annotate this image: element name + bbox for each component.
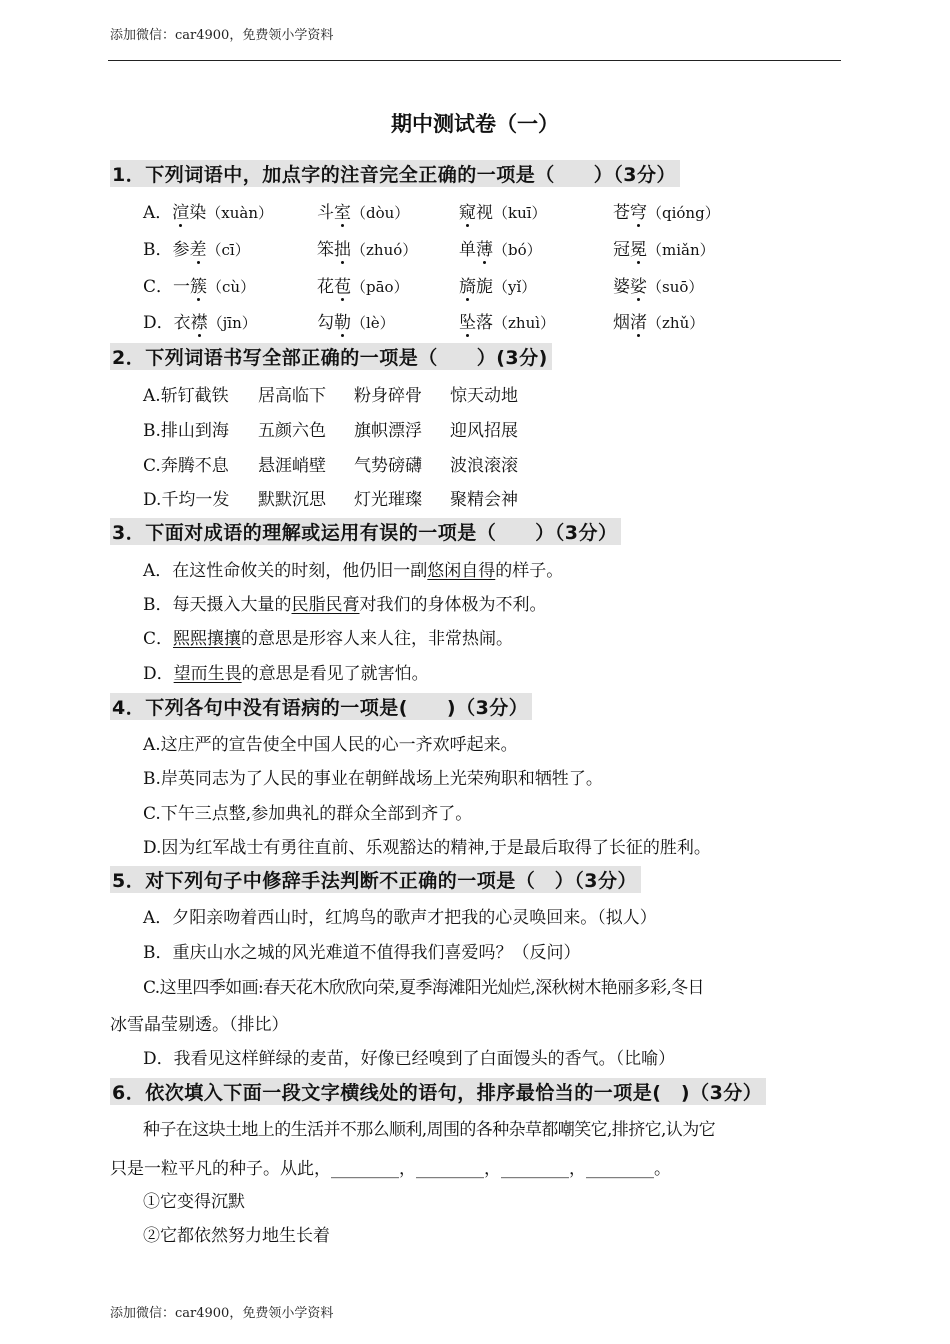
pinyin: （dòu） — [351, 204, 410, 222]
option-label: C． — [143, 277, 174, 297]
word: 灯光璀璨 — [354, 490, 422, 510]
question-4-option-c: C.下午三点整,参加典礼的群众全部到齐了。 — [143, 804, 473, 824]
question-5-option-c-line2: 冰雪晶莹剔透。（排比） — [110, 1015, 289, 1035]
question-2-option-a-word-2 — [258, 381, 326, 406]
pinyin: （xuàn） — [206, 204, 274, 222]
word-part: 苍 — [613, 203, 630, 223]
question-1-option-d-word-2 — [317, 308, 395, 333]
question-6-item-2: ②它都依然努力地生长着 — [143, 1226, 330, 1246]
word: 奔腾不息 — [160, 456, 229, 476]
question-5-option-d: D．我看见这样鲜绿的麦苗，好像已经嗅到了白面馒头的香气。（比喻） — [143, 1049, 676, 1069]
pinyin: （cù） — [207, 278, 256, 296]
word-part: 落 — [476, 313, 493, 333]
dotted-character: 渚 — [630, 308, 647, 333]
question-2-option-c-word-2 — [258, 451, 326, 476]
pinyin: （yǐ） — [493, 278, 537, 296]
question-3-option-a: A．在这性命攸关的时刻，他仍旧一副悠闲自得的样子。 — [143, 561, 564, 581]
dotted-character: 差 — [190, 235, 207, 260]
question-2-stem: 2．下列词语书写全部正确的一项是（ ）(3分) — [110, 343, 552, 370]
question-2-option-b-word-4 — [450, 416, 518, 441]
underlined-idiom: 悠闲自得 — [427, 561, 496, 581]
question-4-option-b: B.岸英同志为了人民的事业在朝鲜战场上光荣殉职和牺牲了。 — [143, 769, 603, 789]
question-2-option-d-word-2 — [258, 485, 326, 510]
dotted-character: 襟 — [191, 308, 208, 333]
word-part: 烟 — [613, 313, 630, 333]
question-3-option-c: C．熙熙攘攘的意思是形容人来人往，非常热闹。 — [143, 629, 514, 649]
question-2-option-a-word-3 — [354, 381, 422, 406]
option-label: C. — [143, 456, 161, 476]
pinyin: （bó） — [493, 241, 542, 259]
question-2-option-d-word-3 — [354, 485, 422, 510]
question-1-option-c-word-1 — [143, 272, 255, 297]
dotted-character: 旖 — [459, 272, 476, 297]
question-5-option-c-line1: C.这里四季如画:春天花木欣欣向荣,夏季海滩阳光灿烂,深秋树木艳丽多彩,冬日 — [143, 978, 704, 998]
dotted-character: 室 — [334, 198, 351, 223]
question-5-stem: 5．对下列句子中修辞手法判断不正确的一项是（ ）（3分） — [110, 866, 641, 893]
question-2-option-a-word-4 — [450, 381, 518, 406]
word: 默默沉思 — [258, 490, 326, 510]
question-1-option-d-word-1 — [143, 308, 257, 333]
word-part: 旎 — [476, 277, 493, 297]
option-label: A. — [143, 386, 161, 406]
question-5-option-b: B．重庆山水之城的风光难道不值得我们喜爱吗？（反问） — [143, 943, 581, 963]
dotted-character: 拙 — [334, 235, 351, 260]
word-part: 勾 — [317, 313, 334, 333]
word-part: 花 — [317, 277, 334, 297]
pinyin: （suō） — [647, 278, 704, 296]
question-1-option-c-word-2 — [317, 272, 409, 297]
question-1-option-a-word-1 — [143, 198, 273, 223]
question-1-option-b-word-3 — [459, 235, 542, 260]
question-1-option-a-word-3 — [459, 198, 547, 223]
dotted-character: 薄 — [476, 235, 493, 260]
question-4-stem: 4．下列各句中没有语病的一项是( )（3分） — [110, 693, 532, 720]
word: 悬涯峭壁 — [258, 456, 326, 476]
dotted-character: 苞 — [334, 272, 351, 297]
question-1-option-b-word-4 — [613, 235, 715, 260]
word: 粉身碎骨 — [354, 386, 422, 406]
word-part: 一 — [173, 277, 191, 297]
word-part: 参 — [172, 240, 190, 260]
question-3-option-b: B．每天摄入大量的民脂民膏对我们的身体极为不利。 — [143, 595, 547, 615]
question-1-option-a-word-4 — [613, 198, 720, 223]
question-3-stem: 3．下面对成语的理解或运用有误的一项是（ ）（3分） — [110, 518, 621, 545]
question-1-option-c-word-3 — [459, 272, 536, 297]
question-1-option-d-word-4 — [613, 308, 704, 333]
option-label: D. — [143, 490, 162, 510]
word: 居高临下 — [258, 386, 326, 406]
underlined-idiom: 熙熙攘攘 — [173, 629, 242, 649]
word-part: 视 — [476, 203, 493, 223]
word-part: 婆 — [613, 277, 630, 297]
option-label: A． — [143, 203, 173, 223]
word: 气势磅礴 — [354, 456, 422, 476]
pinyin: （zhuó） — [351, 241, 418, 259]
word-part: 单 — [459, 240, 476, 260]
dotted-character: 娑 — [630, 272, 647, 297]
option-label: B． — [143, 240, 173, 260]
question-6-item-1: ①它变得沉默 — [143, 1192, 245, 1212]
pinyin: （pāo） — [351, 278, 409, 296]
pinyin: （cī） — [206, 241, 250, 259]
word: 迎风招展 — [450, 421, 518, 441]
word: 斩钉截铁 — [160, 386, 229, 406]
pinyin: （jīn） — [207, 314, 257, 332]
question-5-option-a: A．夕阳亲吻着西山时，红鸠鸟的歌声才把我的心灵唤回来。（拟人） — [143, 908, 657, 928]
word: 五颜六色 — [258, 421, 326, 441]
word-part: 笨 — [317, 240, 334, 260]
question-1-option-b-word-1 — [143, 235, 250, 260]
question-2-option-a-word-1 — [143, 381, 229, 406]
question-2-option-d-word-4 — [450, 485, 518, 510]
question-1-option-b-word-2 — [317, 235, 417, 260]
underlined-idiom: 望而生畏 — [173, 664, 242, 684]
dotted-character: 勒 — [334, 308, 351, 333]
question-2-option-c-word-3 — [354, 451, 422, 476]
dotted-character: 渲 — [172, 198, 189, 223]
word-part: 染 — [189, 203, 207, 223]
pinyin: （zhuì） — [493, 314, 556, 332]
question-2-option-b-word-1 — [143, 416, 229, 441]
pinyin: （lè） — [351, 314, 395, 332]
word: 波浪滚滚 — [450, 456, 518, 476]
question-2-option-d-word-1 — [143, 485, 229, 510]
dotted-character: 穹 — [630, 198, 647, 223]
question-1-stem: 1．下列词语中，加点字的注音完全正确的一项是（ ）（3分） — [110, 160, 680, 187]
pinyin: （zhǔ） — [647, 314, 705, 332]
question-6-passage-line2: 只是一粒平凡的种子。从此，________，________，________，________。 — [110, 1159, 671, 1179]
word: 千均一发 — [161, 490, 230, 510]
word: 聚精会神 — [450, 490, 518, 510]
question-1-option-c-word-4 — [613, 272, 703, 297]
pinyin: （kuī） — [493, 204, 547, 222]
page-header: 添加微信：car4900，免费领小学资料 — [110, 28, 334, 43]
question-1-option-a-word-2 — [317, 198, 409, 223]
question-2-option-c-word-4 — [450, 451, 518, 476]
page-footer: 添加微信：car4900，免费领小学资料 — [110, 1306, 334, 1321]
word: 排山到海 — [160, 421, 229, 441]
question-2-option-c-word-1 — [143, 451, 229, 476]
option-label: D． — [143, 313, 174, 333]
word: 旗帜漂浮 — [354, 421, 422, 441]
question-4-option-d: D.因为红军战士有勇往直前、乐观豁达的精神,于是最后取得了长征的胜利。 — [143, 838, 711, 858]
word-part: 衣 — [173, 313, 191, 333]
dotted-character: 冕 — [630, 235, 647, 260]
question-2-option-b-word-2 — [258, 416, 326, 441]
header-divider — [108, 60, 841, 61]
question-4-option-a: A.这庄严的宣告使全中国人民的心一齐欢呼起来。 — [143, 735, 518, 755]
dotted-character: 窥 — [459, 198, 476, 223]
question-2-option-b-word-3 — [354, 416, 422, 441]
dotted-character: 簇 — [190, 272, 207, 297]
question-3-option-d: D．望而生畏的意思是看见了就害怕。 — [143, 664, 429, 684]
word-part: 斗 — [317, 203, 334, 223]
option-label: B. — [143, 421, 161, 441]
page-title: 期中测试卷（一） — [391, 112, 559, 136]
pinyin: （qióng） — [647, 204, 720, 222]
underlined-idiom: 民脂民膏 — [291, 595, 360, 615]
question-1-option-d-word-3 — [459, 308, 555, 333]
word-part: 冠 — [613, 240, 630, 260]
question-6-stem: 6．依次填入下面一段文字横线处的语句，排序最恰当的一项是( )（3分） — [110, 1078, 766, 1105]
word: 惊天动地 — [450, 386, 518, 406]
dotted-character: 坠 — [459, 308, 476, 333]
question-6-passage-line1: 种子在这块土地上的生活并不那么顺利,周围的各种杂草都嘲笑它,排挤它,认为它 — [143, 1120, 716, 1140]
pinyin: （miǎn） — [647, 241, 715, 259]
